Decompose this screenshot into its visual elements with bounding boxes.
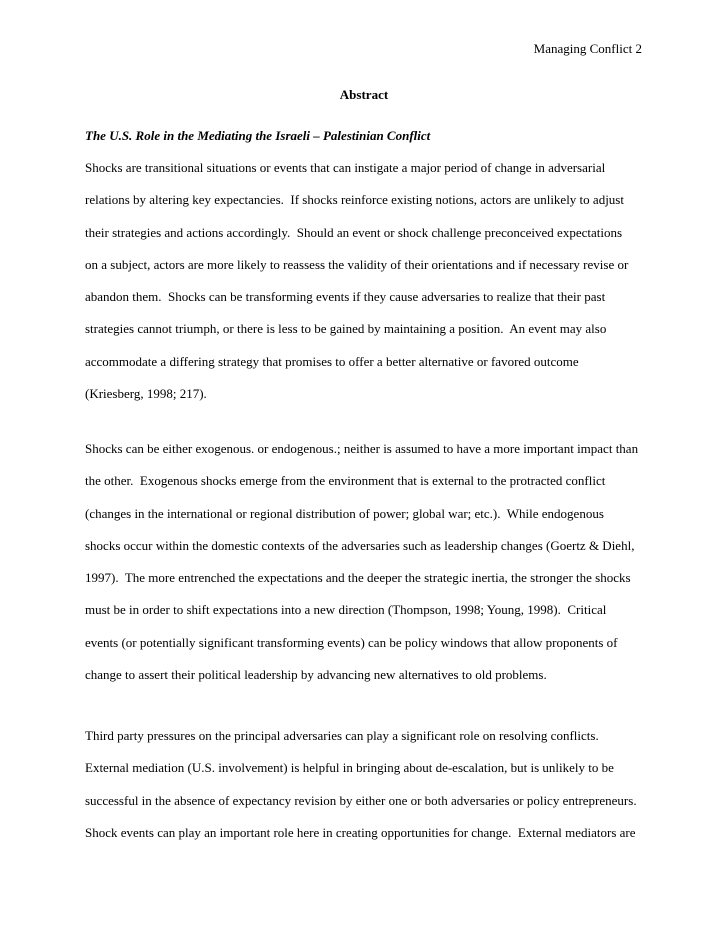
paragraph-line: Shock events can play an important role here in creating opportunities for change. External mediators are [85, 824, 636, 840]
paragraph-line: on a subject, actors are more likely to reassess the validity of their orientations and if necessary revise or [85, 256, 629, 272]
paragraph-line: External mediation (U.S. involvement) is helpful in bringing about de-escalation, but is unlikely to be [85, 760, 614, 776]
paragraph-2 [85, 441, 655, 699]
paragraph-line: 1997). The more entrenched the expectations and the deeper the strategic inertia, the stronger the shocks [85, 570, 631, 586]
paragraph-line: abandon them. Shocks can be transforming events if they cause adversaries to realize that their past [85, 289, 606, 305]
paragraph-line: (Kriesberg, 1998; 217). [85, 386, 207, 402]
paragraph-line: strategies cannot triumph, or there is less to be gained by maintaining a position. An event may also [85, 321, 607, 337]
paragraph-line: Third party pressures on the principal adversaries can play a significant role on resolving conflicts. [85, 728, 599, 743]
paragraph-line: events (or potentially significant transforming events) can be policy windows that allow proponents of [85, 634, 618, 650]
paragraph-line: relations by altering key expectancies. If shocks reinforce existing notions, actors are unlikely to adjust [85, 192, 624, 208]
paragraph-line: shocks occur within the domestic contexts of the adversaries such as leadership changes (Goertz & Diehl, [85, 537, 635, 553]
paragraph-line: successful in the absence of expectancy revision by either one or both adversaries or policy entrepreneurs. [85, 792, 637, 808]
document-title: The U.S. Role in the Mediating the Israeli – Palestinian Conflict [85, 128, 431, 143]
running-head: Managing Conflict 2 [533, 41, 642, 56]
paragraph-line: their strategies and actions accordingly. Should an event or shock challenge preconceived expectations [85, 224, 623, 240]
paragraph-line: Shocks are transitional situations or events that can instigate a major period of change in adversarial [85, 160, 606, 175]
paragraph-line: Shocks can be either exogenous. or endogenous.; neither is assumed to have a more important impact than [85, 441, 639, 456]
paragraph-1 [85, 160, 655, 418]
paragraph-3 [85, 728, 655, 857]
paragraph-line: (changes in the international or regional distribution of power; global war; etc.). While endogenous [85, 505, 604, 521]
paragraph-line: change to assert their political leadership by advancing new alternatives to old problems. [85, 667, 547, 683]
paragraph-line: must be in order to shift expectations into a new direction (Thompson, 1998; Young, 1998). Critical [85, 602, 607, 618]
paragraph-line: the other. Exogenous shocks emerge from the environment that is external to the protracted conflict [85, 473, 606, 489]
abstract-heading: Abstract [339, 87, 389, 102]
paragraph-line: accommodate a differing strategy that promises to offer a better alternative or favored outcome [85, 353, 579, 369]
